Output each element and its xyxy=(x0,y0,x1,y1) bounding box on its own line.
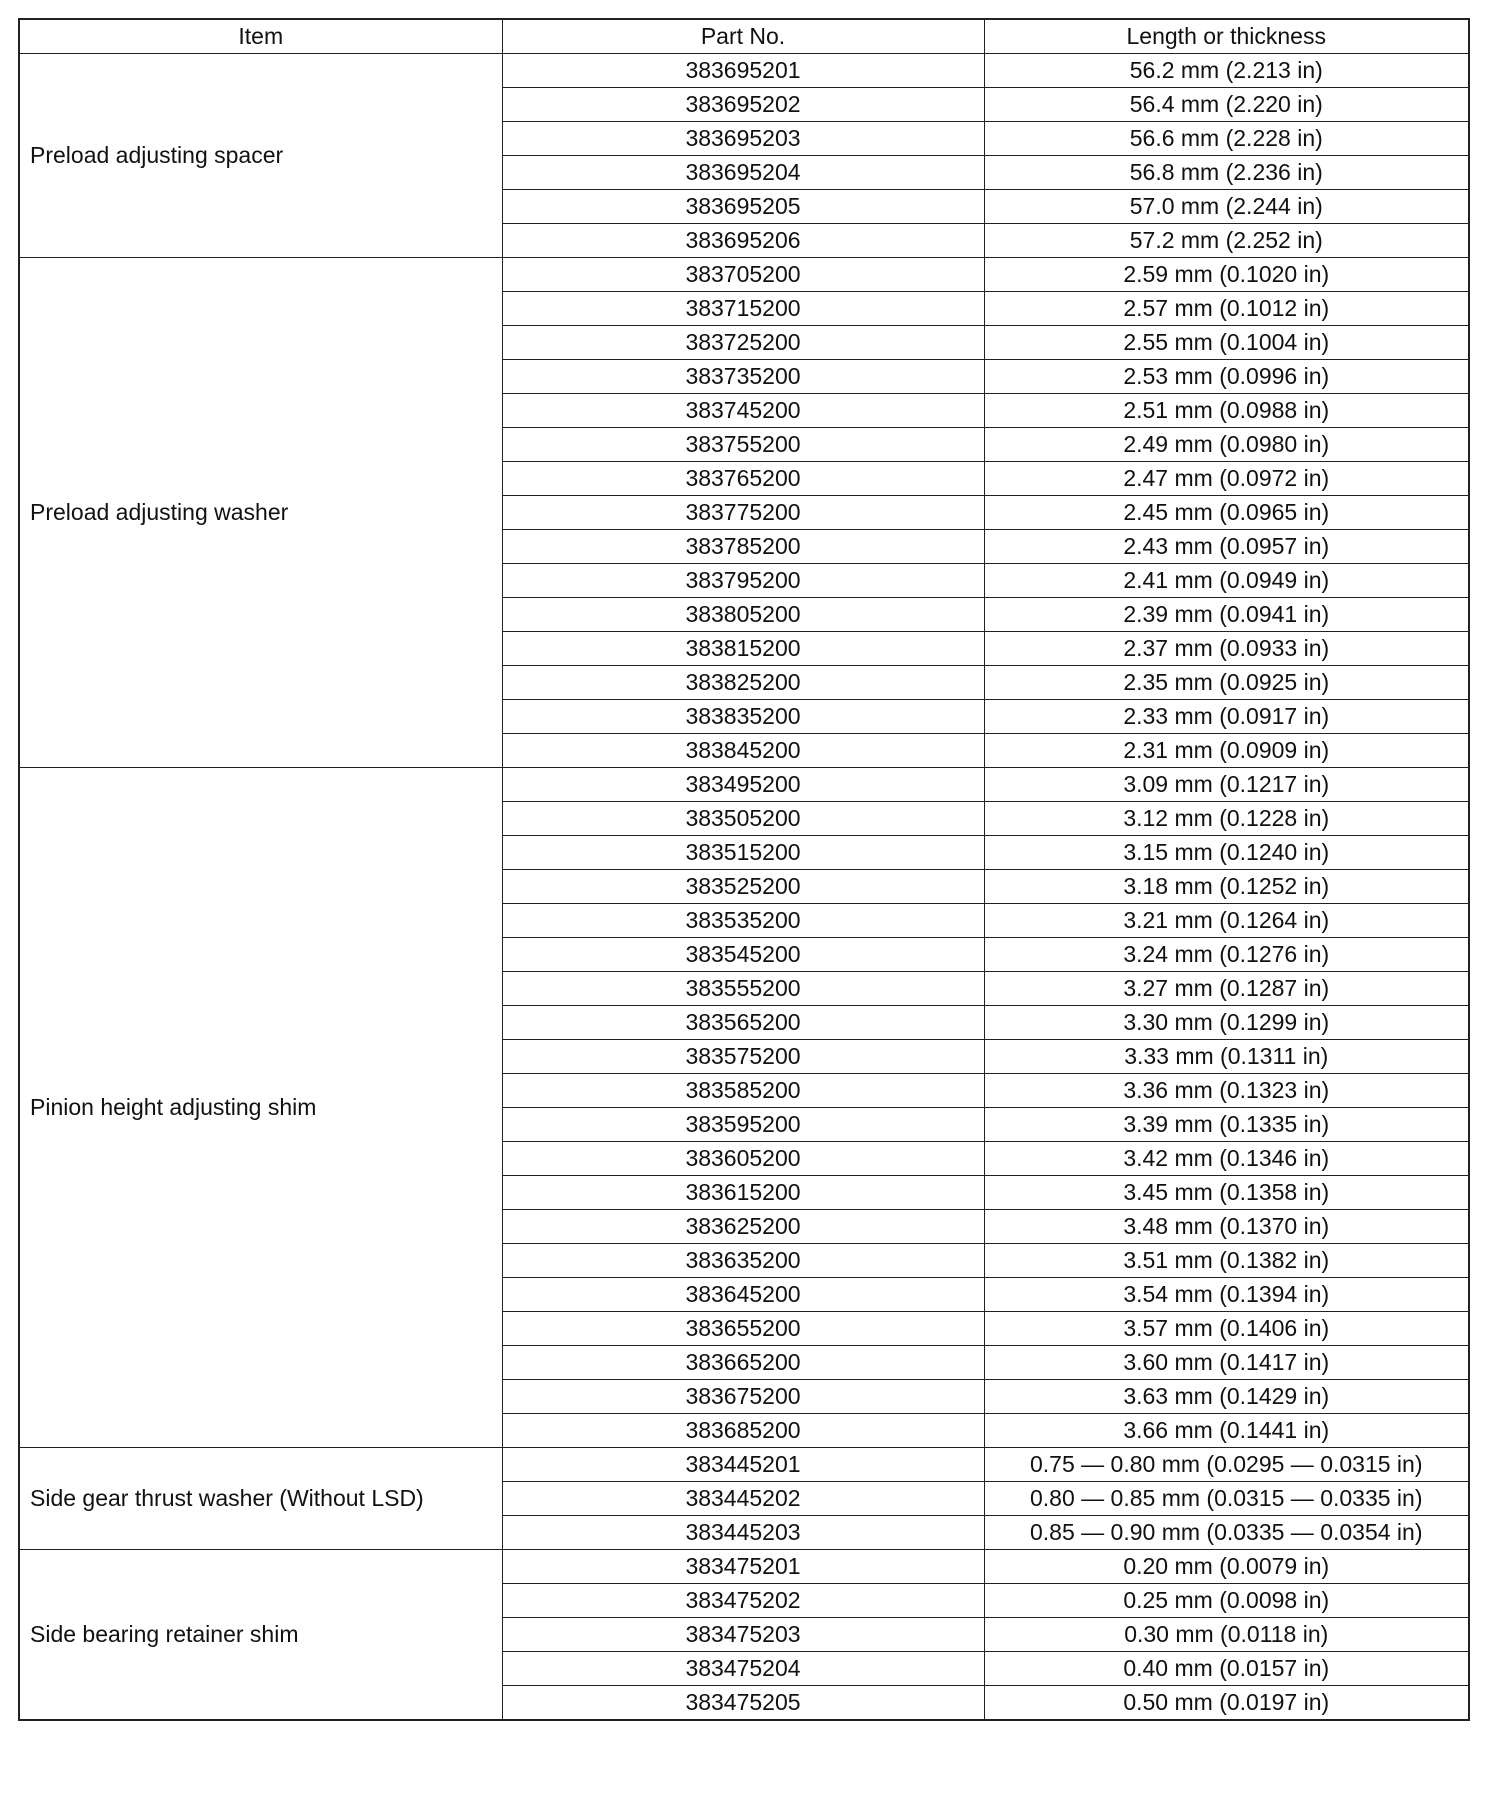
length-cell: 0.25 mm (0.0098 in) xyxy=(984,1584,1469,1618)
length-cell: 3.63 mm (0.1429 in) xyxy=(984,1380,1469,1414)
length-cell: 2.37 mm (0.0933 in) xyxy=(984,632,1469,666)
length-cell: 0.20 mm (0.0079 in) xyxy=(984,1550,1469,1584)
length-cell: 2.59 mm (0.1020 in) xyxy=(984,258,1469,292)
length-cell: 56.2 mm (2.213 in) xyxy=(984,54,1469,88)
part-number-cell: 383825200 xyxy=(502,666,984,700)
part-number-cell: 383615200 xyxy=(502,1176,984,1210)
part-number-cell: 383475201 xyxy=(502,1550,984,1584)
length-cell: 2.45 mm (0.0965 in) xyxy=(984,496,1469,530)
part-number-cell: 383575200 xyxy=(502,1040,984,1074)
part-number-cell: 383535200 xyxy=(502,904,984,938)
item-name-cell: Side gear thrust washer (Without LSD) xyxy=(19,1448,502,1550)
length-cell: 0.40 mm (0.0157 in) xyxy=(984,1652,1469,1686)
length-cell: 3.39 mm (0.1335 in) xyxy=(984,1108,1469,1142)
length-cell: 0.50 mm (0.0197 in) xyxy=(984,1686,1469,1721)
part-number-cell: 383625200 xyxy=(502,1210,984,1244)
length-cell: 3.51 mm (0.1382 in) xyxy=(984,1244,1469,1278)
part-number-cell: 383555200 xyxy=(502,972,984,1006)
length-cell: 57.0 mm (2.244 in) xyxy=(984,190,1469,224)
part-number-cell: 383795200 xyxy=(502,564,984,598)
length-cell: 3.66 mm (0.1441 in) xyxy=(984,1414,1469,1448)
table-row xyxy=(19,1550,1469,1584)
length-cell: 3.42 mm (0.1346 in) xyxy=(984,1142,1469,1176)
header-part-no: Part No. xyxy=(502,19,984,54)
length-cell: 2.51 mm (0.0988 in) xyxy=(984,394,1469,428)
length-cell: 3.18 mm (0.1252 in) xyxy=(984,870,1469,904)
length-cell: 2.35 mm (0.0925 in) xyxy=(984,666,1469,700)
length-cell: 56.6 mm (2.228 in) xyxy=(984,122,1469,156)
item-name-cell: Preload adjusting spacer xyxy=(19,54,502,258)
length-cell: 3.60 mm (0.1417 in) xyxy=(984,1346,1469,1380)
length-cell: 3.21 mm (0.1264 in) xyxy=(984,904,1469,938)
header-row xyxy=(19,19,1469,54)
length-cell: 0.85 — 0.90 mm (0.0335 — 0.0354 in) xyxy=(984,1516,1469,1550)
part-number-cell: 383765200 xyxy=(502,462,984,496)
length-cell: 2.41 mm (0.0949 in) xyxy=(984,564,1469,598)
length-cell: 2.49 mm (0.0980 in) xyxy=(984,428,1469,462)
part-number-cell: 383695201 xyxy=(502,54,984,88)
header-length: Length or thickness xyxy=(984,19,1469,54)
length-cell: 57.2 mm (2.252 in) xyxy=(984,224,1469,258)
length-cell: 3.45 mm (0.1358 in) xyxy=(984,1176,1469,1210)
length-cell: 56.4 mm (2.220 in) xyxy=(984,88,1469,122)
part-number-cell: 383815200 xyxy=(502,632,984,666)
length-cell: 3.27 mm (0.1287 in) xyxy=(984,972,1469,1006)
part-number-cell: 383705200 xyxy=(502,258,984,292)
part-number-cell: 383515200 xyxy=(502,836,984,870)
part-number-cell: 383695202 xyxy=(502,88,984,122)
part-number-cell: 383475204 xyxy=(502,1652,984,1686)
part-number-cell: 383665200 xyxy=(502,1346,984,1380)
part-number-cell: 383685200 xyxy=(502,1414,984,1448)
part-number-cell: 383445202 xyxy=(502,1482,984,1516)
part-number-cell: 383635200 xyxy=(502,1244,984,1278)
part-number-cell: 383785200 xyxy=(502,530,984,564)
part-number-cell: 383505200 xyxy=(502,802,984,836)
part-number-cell: 383735200 xyxy=(502,360,984,394)
table-body xyxy=(19,54,1469,1721)
item-name-cell: Side bearing retainer shim xyxy=(19,1550,502,1721)
length-cell: 0.80 — 0.85 mm (0.0315 — 0.0335 in) xyxy=(984,1482,1469,1516)
part-number-cell: 383565200 xyxy=(502,1006,984,1040)
length-cell: 2.43 mm (0.0957 in) xyxy=(984,530,1469,564)
part-number-cell: 383695203 xyxy=(502,122,984,156)
part-number-cell: 383445201 xyxy=(502,1448,984,1482)
length-cell: 3.54 mm (0.1394 in) xyxy=(984,1278,1469,1312)
length-cell: 0.30 mm (0.0118 in) xyxy=(984,1618,1469,1652)
part-number-cell: 383835200 xyxy=(502,700,984,734)
length-cell: 3.12 mm (0.1228 in) xyxy=(984,802,1469,836)
length-cell: 2.33 mm (0.0917 in) xyxy=(984,700,1469,734)
table-row xyxy=(19,1448,1469,1482)
part-number-cell: 383475202 xyxy=(502,1584,984,1618)
parts-spec-table xyxy=(18,18,1470,1721)
part-number-cell: 383525200 xyxy=(502,870,984,904)
length-cell: 3.09 mm (0.1217 in) xyxy=(984,768,1469,802)
part-number-cell: 383585200 xyxy=(502,1074,984,1108)
part-number-cell: 383475203 xyxy=(502,1618,984,1652)
length-cell: 2.47 mm (0.0972 in) xyxy=(984,462,1469,496)
part-number-cell: 383775200 xyxy=(502,496,984,530)
length-cell: 3.30 mm (0.1299 in) xyxy=(984,1006,1469,1040)
length-cell: 3.24 mm (0.1276 in) xyxy=(984,938,1469,972)
length-cell: 3.36 mm (0.1323 in) xyxy=(984,1074,1469,1108)
part-number-cell: 383675200 xyxy=(502,1380,984,1414)
length-cell: 3.57 mm (0.1406 in) xyxy=(984,1312,1469,1346)
part-number-cell: 383475205 xyxy=(502,1686,984,1721)
header-item: Item xyxy=(19,19,502,54)
length-cell: 2.31 mm (0.0909 in) xyxy=(984,734,1469,768)
item-name-cell: Pinion height adjusting shim xyxy=(19,768,502,1448)
part-number-cell: 383645200 xyxy=(502,1278,984,1312)
part-number-cell: 383605200 xyxy=(502,1142,984,1176)
length-cell: 2.55 mm (0.1004 in) xyxy=(984,326,1469,360)
length-cell: 56.8 mm (2.236 in) xyxy=(984,156,1469,190)
part-number-cell: 383695204 xyxy=(502,156,984,190)
length-cell: 2.39 mm (0.0941 in) xyxy=(984,598,1469,632)
item-name-cell: Preload adjusting washer xyxy=(19,258,502,768)
table-row xyxy=(19,258,1469,292)
length-cell: 3.15 mm (0.1240 in) xyxy=(984,836,1469,870)
length-cell: 2.53 mm (0.0996 in) xyxy=(984,360,1469,394)
part-number-cell: 383695205 xyxy=(502,190,984,224)
part-number-cell: 383755200 xyxy=(502,428,984,462)
length-cell: 3.33 mm (0.1311 in) xyxy=(984,1040,1469,1074)
part-number-cell: 383745200 xyxy=(502,394,984,428)
part-number-cell: 383845200 xyxy=(502,734,984,768)
length-cell: 3.48 mm (0.1370 in) xyxy=(984,1210,1469,1244)
part-number-cell: 383545200 xyxy=(502,938,984,972)
length-cell: 2.57 mm (0.1012 in) xyxy=(984,292,1469,326)
part-number-cell: 383445203 xyxy=(502,1516,984,1550)
table-row xyxy=(19,54,1469,88)
part-number-cell: 383595200 xyxy=(502,1108,984,1142)
part-number-cell: 383725200 xyxy=(502,326,984,360)
part-number-cell: 383695206 xyxy=(502,224,984,258)
part-number-cell: 383805200 xyxy=(502,598,984,632)
part-number-cell: 383715200 xyxy=(502,292,984,326)
part-number-cell: 383655200 xyxy=(502,1312,984,1346)
part-number-cell: 383495200 xyxy=(502,768,984,802)
length-cell: 0.75 — 0.80 mm (0.0295 — 0.0315 in) xyxy=(984,1448,1469,1482)
table-row xyxy=(19,768,1469,802)
